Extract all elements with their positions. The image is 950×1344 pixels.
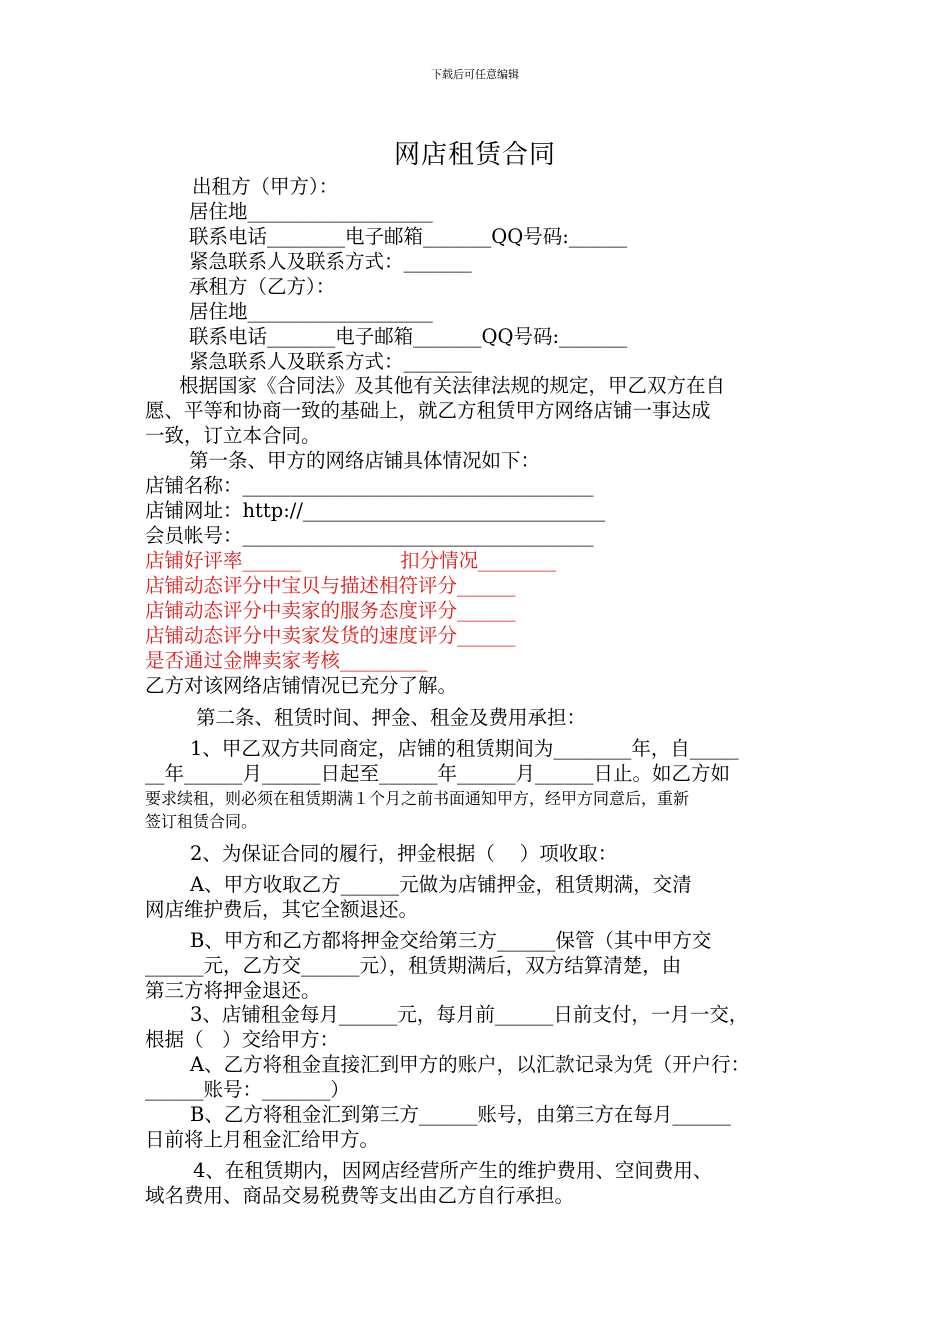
store-rating-line: 店铺好评率______ 扣分情况________ [145,549,557,572]
clause-3a-line: ______账号：_______） [145,1078,350,1101]
lessee-emergency: 紧急联系人及联系方式：_______ [189,350,472,373]
lessee-contact: 联系电话_______电子邮箱_______QQ号码:_______ [189,325,628,348]
clause-2b-line: ______元，乙方交______元），租赁期满后，双方结算清楚，由 [145,954,682,977]
preamble-line: 愿、平等和协商一致的基础上，就乙方租赁甲方网络店铺一事达成 [145,399,711,422]
clause-2b-line: 第三方将押金退还。 [145,979,321,1002]
clause-3a-line: A、乙方将租金直接汇到甲方的账户，以汇款记录为凭（开户行： [190,1053,751,1076]
clause-3-line: 根据（ ）交给甲方： [145,1028,340,1051]
clause-3-line: 3、店铺租金每月______元，每月前______日前支付，一月一交， [190,1003,749,1026]
article-2-heading: 第二条、租赁时间、押金、租金及费用承担： [196,706,587,729]
clause-2b-line: B、甲方和乙方都将押金交给第三方______保管（其中甲方交 [190,929,712,952]
lessee-heading: 承租方（乙方）： [189,275,336,298]
clause-3b-line: 日前将上月租金汇给甲方。 [145,1128,380,1151]
clause-2a-line: A、甲方收取乙方______元做为店铺押金，租赁期满，交清 [190,873,692,896]
preamble-line: 根据国家《合同法》及其他有关法律法规的规定，甲乙双方在自 [179,374,726,397]
clause-1-line: 要求续租，则必须在租赁期满１个月之前书面通知甲方，经甲方同意后，重新 [145,789,690,808]
clause-4-line: 域名费用、商品交易税费等支出由乙方自行承担。 [145,1184,575,1207]
dsr-service-line: 店铺动态评分中卖家的服务态度评分______ [145,599,516,622]
clause-3b-line: B、乙方将租金汇到第三方______账号，由第三方在每月______ [190,1103,731,1126]
clause-4-line: 4、在租赁期内，因网店经营所产生的维护费用、空间费用、 [193,1159,713,1182]
store-name-line: 店铺名称：____________________________________ [145,474,594,497]
lessee-address: 居住地___________________ [189,300,433,323]
header-note: 下载后可任意编辑 [431,68,519,81]
article-1-heading: 第一条、甲方的网络店铺具体情况如下： [189,449,541,472]
store-url-line: 店铺网址：http://_______________________________ [145,499,606,522]
lessor-heading: 出租方（甲方）： [192,175,339,198]
dsr-shipping-line: 店铺动态评分中卖家发货的速度评分______ [145,624,516,647]
clause-1-line: 签订租赁合同。 [145,812,258,831]
dsr-description-line: 店铺动态评分中宝贝与描述相符评分______ [145,574,516,597]
preamble-line: 一致，订立本合同。 [145,424,321,447]
clause-2-heading: 2、为保证合同的履行，押金根据（ ）项收取： [190,842,618,865]
clause-2a-line: 网店维护费后，其它全额退还。 [145,898,419,921]
clause-1-line: __年______月______日起至______年______月______日止。如乙方如 [145,762,731,785]
lessor-address: 居住地___________________ [189,200,433,223]
clause-1-line: 1、甲乙双方共同商定，店铺的租赁期间为________年，自_____ [190,737,739,760]
gold-seller-line: 是否通过金牌卖家考核_________ [145,649,428,672]
lessor-emergency: 紧急联系人及联系方式：_______ [189,250,472,273]
lessor-contact: 联系电话________电子邮箱_______QQ号码:______ [189,225,628,248]
document-title: 网店租赁合同 [393,140,556,170]
lessee-acknowledgement: 乙方对该网络店铺情况已充分了解。 [145,674,458,697]
member-account-line: 会员帐号：____________________________________ [145,524,594,547]
